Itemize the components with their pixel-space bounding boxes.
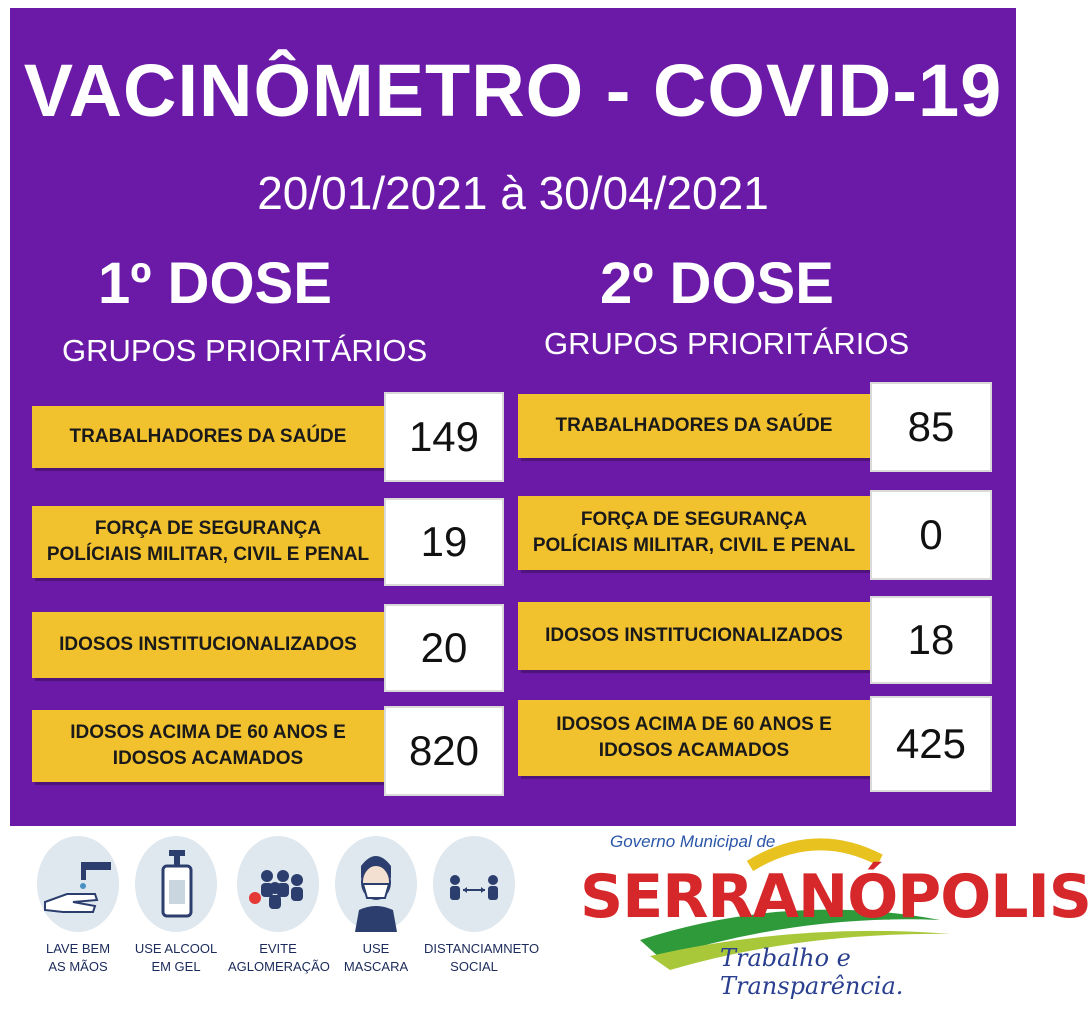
row-value: 425 [870, 696, 992, 792]
mask-icon [335, 836, 417, 932]
row-value: 0 [870, 490, 992, 580]
row-label: FORÇA DE SEGURANÇA POLÍCIAIS MILITAR, CIVIL E PENAL [32, 506, 384, 578]
logo-top-text: Governo Municipal de [610, 832, 776, 851]
row-value: 19 [384, 498, 504, 586]
row-label: TRABALHADORES DA SAÚDE [518, 394, 870, 458]
row-label: FORÇA DE SEGURANÇA POLÍCIAIS MILITAR, CIVIL E PENAL [518, 496, 870, 570]
dose1-title: 1º DOSE [98, 251, 332, 316]
row-label: IDOSOS ACIMA DE 60 ANOS E IDOSOS ACAMADOS [518, 700, 870, 776]
row-label: IDOSOS INSTITUCIONALIZADOS [518, 602, 870, 670]
row-value: 20 [384, 604, 504, 692]
dose1-subtitle: GRUPOS PRIORITÁRIOS [62, 333, 428, 368]
period-subtitle: 20/01/2021 à 30/04/2021 [257, 167, 769, 219]
dose2-subtitle: GRUPOS PRIORITÁRIOS [544, 326, 910, 361]
row-label: IDOSOS INSTITUCIONALIZADOS [32, 612, 384, 678]
row-value: 149 [384, 392, 504, 482]
vaccine-panel [10, 8, 1016, 826]
crowd-icon [237, 836, 319, 932]
logo-name: SERRANÓPOLIS [580, 862, 1091, 932]
prevention-item-handwash: LAVE BEM AS MÃOS [28, 836, 128, 975]
prevention-item-gel: USE ALCOOL EM GEL [126, 836, 226, 975]
logo-slogan: Trabalho e Transparência. [720, 944, 904, 1000]
dose2-title: 2º DOSE [600, 251, 834, 316]
hand-wash-icon [37, 836, 119, 932]
row-value: 18 [870, 596, 992, 684]
municipal-logo [580, 832, 1091, 1007]
prevention-item-crowd: EVITE AGLOMERAÇÃO [228, 836, 328, 975]
row-label: TRABALHADORES DA SAÚDE [32, 406, 384, 468]
page-title: VACINÔMETRO - COVID-19 [23, 49, 1003, 132]
distancing-icon [433, 836, 515, 932]
row-value: 85 [870, 382, 992, 472]
prevention-item-mask: USE MASCARA [326, 836, 426, 975]
row-value: 820 [384, 706, 504, 796]
gel-bottle-icon [135, 836, 217, 932]
prevention-item-distancing: DISTANCIAMNETO SOCIAL [424, 836, 524, 975]
row-label: IDOSOS ACIMA DE 60 ANOS E IDOSOS ACAMADOS [32, 710, 384, 782]
